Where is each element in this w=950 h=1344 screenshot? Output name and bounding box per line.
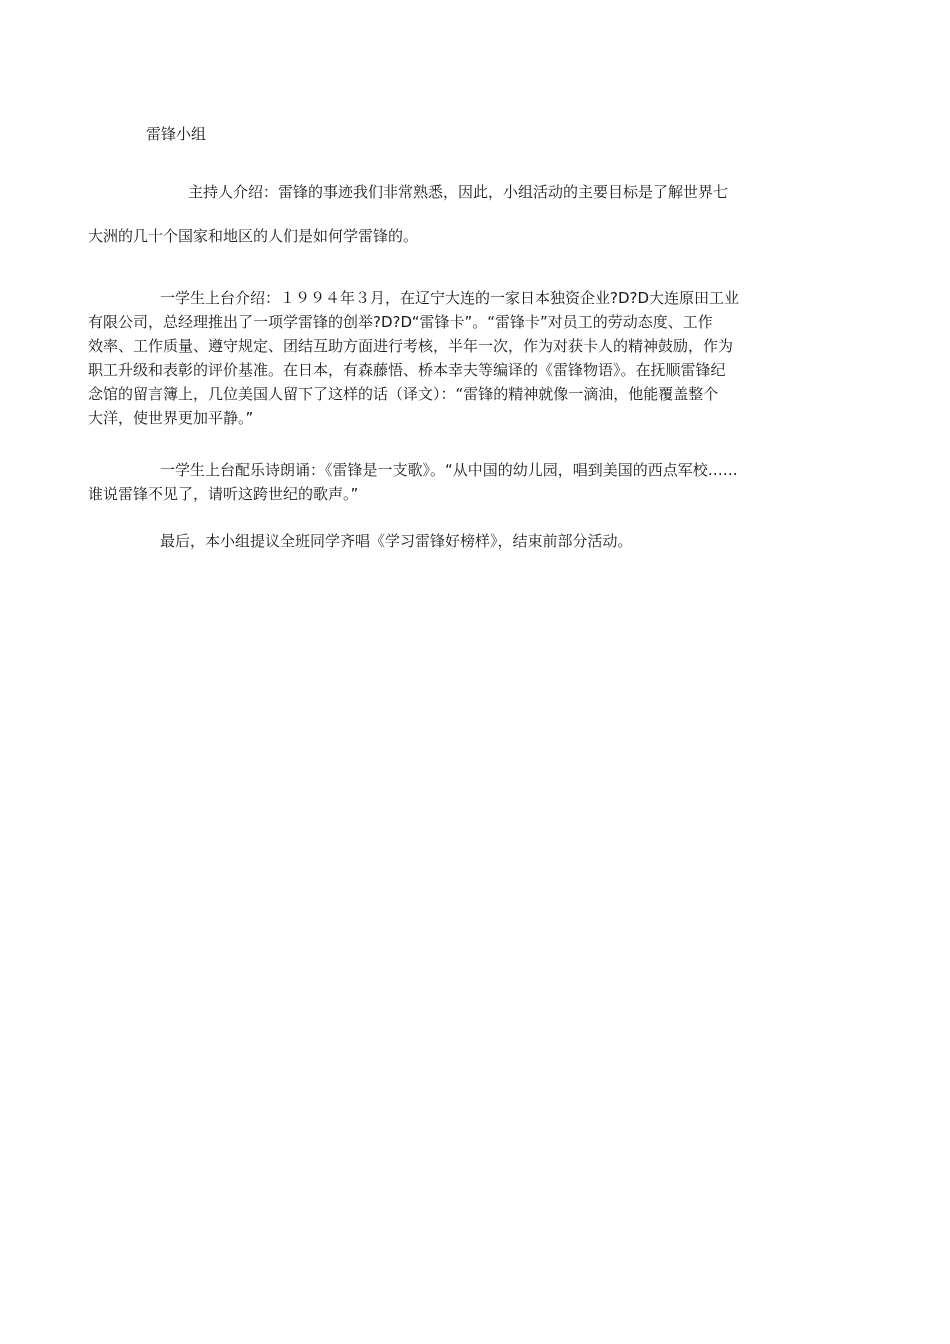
paragraph-line: 职工升级和表彰的评价基准。在日本，有森藤悟、桥本幸夫等编译的《雷锋物语》。在抚顺雷锋纪 [88,361,726,379]
paragraph-line: 谁说雷锋不见了，请听这跨世纪的歌声。” [88,485,359,503]
student-introduction-paragraph [88,286,808,430]
host-intro-line-1: 主持人介绍：雷锋的事迹我们非常熟悉，因此，小组活动的主要目标是了解世界七 [188,183,729,201]
paragraph-line: 最后，本小组提议全班同学齐唱《学习雷锋好榜样》，结束前部分活动。 [160,532,633,550]
closing-paragraph [88,529,808,553]
paragraph-line: 效率、工作质量、遵守规定、团结互助方面进行考核，半年一次，作为对获卡人的精神鼓励，作为 [88,337,734,355]
section-heading: 雷锋小组 [146,125,207,143]
host-intro-line-2: 大洲的几十个国家和地区的人们是如何学雷锋的。 [88,227,419,245]
paragraph-line: 一学生上台配乐诗朗诵：《雷锋是一支歌》。“从中国的幼儿园，唱到美国的西点军校…… [160,461,738,479]
paragraph-line: 念馆的留言簿上，几位美国人留下了这样的话（译文）：“雷锋的精神就像一滴油，他能覆盖整个 [88,385,719,403]
poem-recitation-paragraph [88,458,808,506]
paragraph-line: 大洋，使世界更加平静。” [88,409,254,427]
paragraph-line: 有限公司，总经理推出了一项学雷锋的创举?D?D“雷锋卡”。“雷锋卡”对员工的劳动态度、工作 [88,313,713,331]
paragraph-line: 一学生上台介绍：１９９４年３月，在辽宁大连的一家日本独资企业?D?D大连原田工业 [160,289,740,307]
